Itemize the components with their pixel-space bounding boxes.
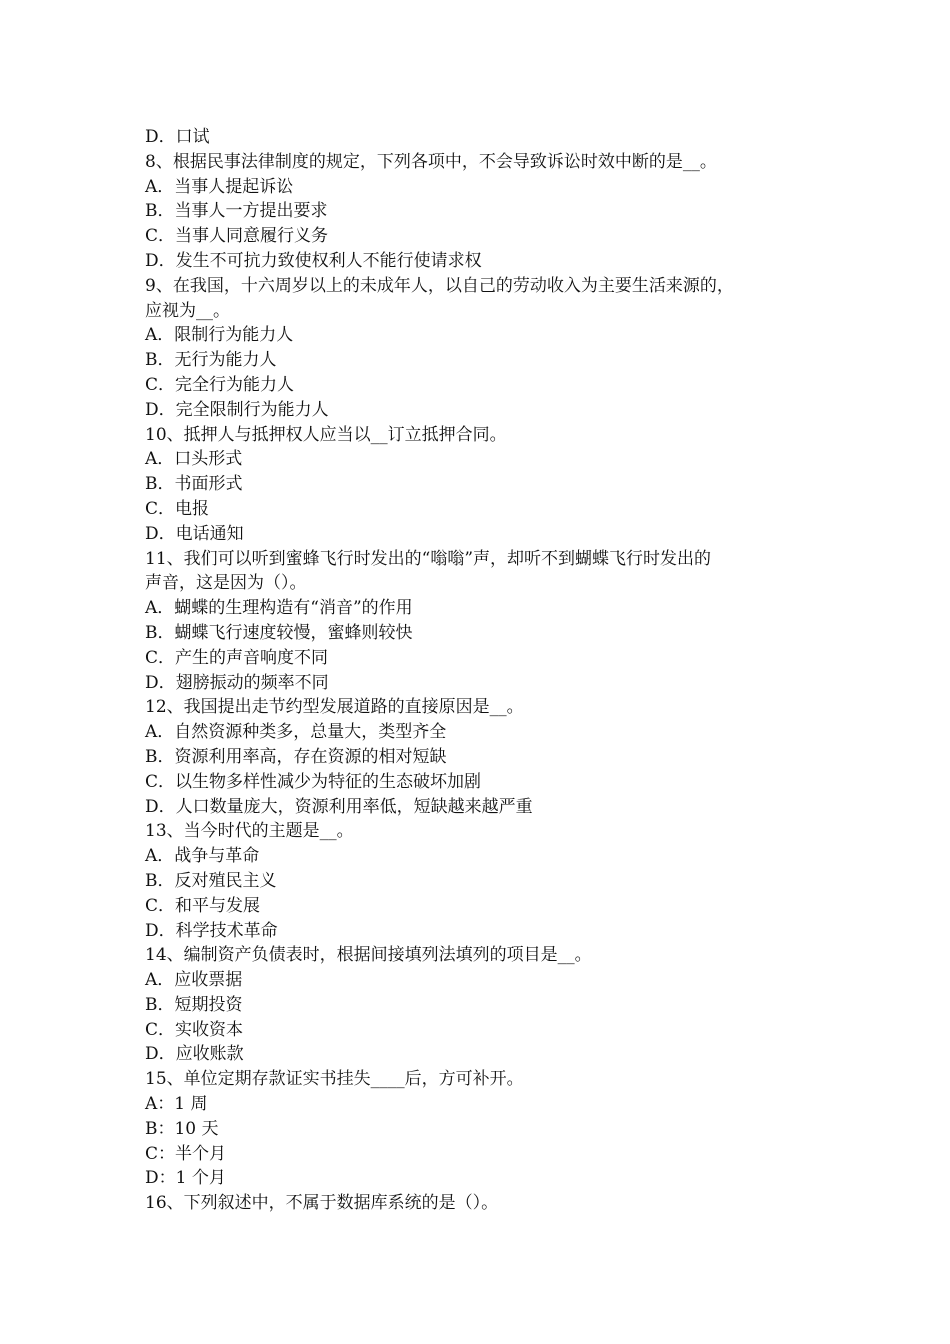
question-10-option-a: A．口头形式	[145, 449, 243, 470]
question-14-option-b: B．短期投资	[145, 994, 243, 1015]
question-14: 14、编制资产负债表时，根据间接填列法填列的项目是__。	[145, 945, 592, 966]
option-d-oral-exam: D．口试	[145, 127, 210, 147]
question-14-option-a: A．应收票据	[145, 970, 243, 991]
question-15: 15、单位定期存款证实书挂失____后，方可补开。	[145, 1069, 524, 1090]
question-10: 10、抵押人与抵押权人应当以__订立抵押合同。	[145, 424, 507, 445]
question-12-option-c: C．以生物多样性减少为特征的生态破坏加剧	[145, 771, 482, 792]
question-9-option-d: D．完全限制行为能力人	[145, 399, 329, 420]
question-15-option-c: C：半个月	[145, 1143, 227, 1164]
question-10-option-c: C．电报	[145, 498, 210, 519]
question-11-line-1: 11、我们可以听到蜜蜂飞行时发出的“嗡嗡”声，却听不到蝴蝶飞行时发出的	[145, 548, 712, 569]
question-9-option-c: C．完全行为能力人	[145, 374, 295, 395]
question-13-option-a: A．战争与革命	[145, 846, 260, 867]
question-12-option-a: A．自然资源种类多，总量大，类型齐全	[145, 722, 447, 743]
question-13-option-b: B．反对殖民主义	[145, 870, 277, 891]
question-12-option-d: D．人口数量庞大，资源利用率低，短缺越来越严重	[145, 796, 533, 817]
question-8-option-b: B．当事人一方提出要求	[145, 201, 328, 222]
question-15-option-b: B：10 天	[145, 1118, 219, 1139]
question-8-option-d: D．发生不可抗力致使权利人不能行使请求权	[145, 250, 482, 271]
question-11-option-b: B．蝴蝶飞行速度较慢，蜜蜂则较快	[145, 622, 413, 643]
question-11-option-a: A．蝴蝶的生理构造有“消音”的作用	[145, 598, 413, 619]
question-14-option-d: D．应收账款	[145, 1044, 244, 1065]
question-13-option-d: D．科学技术革命	[145, 920, 278, 941]
question-9-option-a: A．限制行为能力人	[145, 325, 294, 346]
question-8-option-c: C．当事人同意履行义务	[145, 226, 329, 247]
question-11-option-c: C．产生的声音响度不同	[145, 647, 329, 668]
question-9-option-b: B．无行为能力人	[145, 350, 277, 371]
question-8-option-a: A．当事人提起诉讼	[145, 176, 294, 197]
question-9-line-1: 9、在我国，十六周岁以上的未成年人，以自己的劳动收入为主要生活来源的，	[145, 275, 734, 296]
question-13: 13、当今时代的主题是__。	[145, 821, 354, 842]
question-12: 12、我国提出走节约型发展道路的直接原因是__。	[145, 697, 524, 718]
question-11-option-d: D．翅膀振动的频率不同	[145, 672, 329, 693]
question-12-option-b: B．资源利用率高，存在资源的相对短缺	[145, 746, 447, 767]
question-8: 8、根据民事法律制度的规定，下列各项中，不会导致诉讼时效中断的是__。	[145, 151, 717, 172]
question-16: 16、下列叙述中，不属于数据库系统的是（）。	[145, 1193, 499, 1214]
question-15-option-d: D：1 个月	[145, 1168, 226, 1189]
question-15-option-a: A：1 周	[145, 1094, 208, 1115]
document-body	[145, 125, 815, 1216]
question-9-line-2: 应视为__。	[145, 300, 230, 321]
question-10-option-b: B．书面形式	[145, 474, 243, 495]
question-13-option-c: C．和平与发展	[145, 895, 261, 916]
question-11-line-2: 声音，这是因为（）。	[145, 573, 307, 594]
question-10-option-d: D．电话通知	[145, 523, 244, 544]
question-14-option-c: C．实收资本	[145, 1019, 244, 1040]
